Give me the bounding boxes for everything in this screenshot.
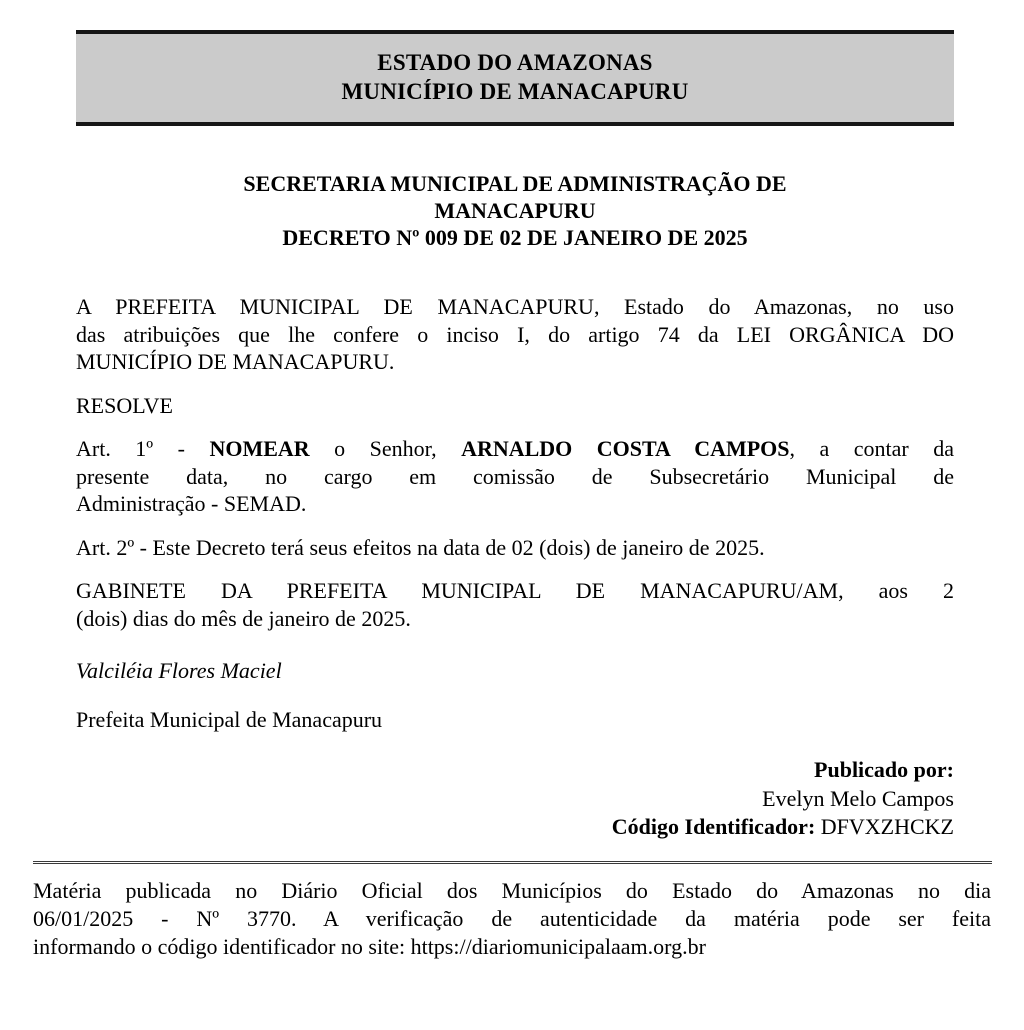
paragraph-art1 <box>76 435 954 518</box>
title-line-secretaria: SECRETARIA MUNICIPAL DE ADMINISTRAÇÃO DE <box>243 171 787 196</box>
banner-line-municipality: MUNICÍPIO DE MANACAPURU <box>341 79 689 104</box>
art1-nomear-bold: NOMEAR <box>209 436 310 461</box>
paragraph-line <box>76 435 954 463</box>
paragraph-line: (dois) dias do mês de janeiro de 2025. <box>76 605 411 631</box>
footer-line: 06/01/2025 - Nº 3770. A verificação de autenticidade da matéria pode ser feita <box>33 905 991 931</box>
banner-line-state: ESTADO DO AMAZONAS <box>377 50 653 75</box>
document-title <box>76 170 954 251</box>
title-line-manacapuru: MANACAPURU <box>434 198 596 223</box>
footer-note <box>33 877 991 961</box>
paragraph-line: A PREFEITA MUNICIPAL DE MANACAPURU, Estado do Amazonas, no uso <box>76 294 954 319</box>
paragraph-line: GABINETE DA PREFEITA MUNICIPAL DE MANACAPURU/AM, aos 2 <box>76 578 954 603</box>
paragraph-line: presente data, no cargo em comissão de Subsecretário Municipal de <box>76 463 954 489</box>
art1-prefix: Art. 1º - <box>76 436 210 461</box>
signature-name: Valciléia Flores Maciel <box>76 658 282 683</box>
paragraph-line: Art. 2º - Este Decreto terá seus efeitos na data de 02 (dois) de janeiro de 2025. <box>76 534 765 560</box>
signature-role: Prefeita Municipal de Manacapuru <box>76 706 383 732</box>
footer-line: Matéria publicada no Diário Oficial dos Municípios do Estado do Amazonas no dia <box>33 877 991 903</box>
art1-mid: o Senhor, <box>309 436 462 461</box>
paragraph-preamble <box>76 293 954 376</box>
paragraph-line: das atribuições que lhe confere o inciso I, do artigo 74 da LEI ORGÂNICA DO <box>76 321 954 347</box>
paragraph-resolve <box>76 392 954 420</box>
identifier-label: Código Identificador: <box>611 814 816 839</box>
identifier-line <box>76 813 954 842</box>
published-by-label: Publicado por: <box>814 757 954 782</box>
footer-line: informando o código identificador no site: https://diariomunicipalaam.org.br <box>33 933 706 959</box>
published-block <box>76 756 954 842</box>
paragraph-line: Administração - SEMAD. <box>76 491 307 516</box>
paragraph-line: RESOLVE <box>76 392 173 418</box>
art1-name-bold: ARNALDO COSTA CAMPOS <box>461 436 790 461</box>
title-line-decreto: DECRETO Nº 009 DE 02 DE JANEIRO DE 2025 <box>282 225 748 250</box>
paragraph-line: MUNICÍPIO DE MANACAPURU. <box>76 349 395 374</box>
footer-divider <box>33 861 992 864</box>
paragraph-gabinete <box>76 577 954 632</box>
paragraph-art2 <box>76 534 954 562</box>
document-body <box>76 293 954 842</box>
published-author: Evelyn Melo Campos <box>762 785 954 811</box>
document-content <box>76 30 954 842</box>
art1-suffix: , a contar da <box>789 436 954 461</box>
document-page <box>0 30 1024 1030</box>
header-banner <box>76 30 954 126</box>
identifier-code: DFVXZHCKZ <box>815 814 954 839</box>
